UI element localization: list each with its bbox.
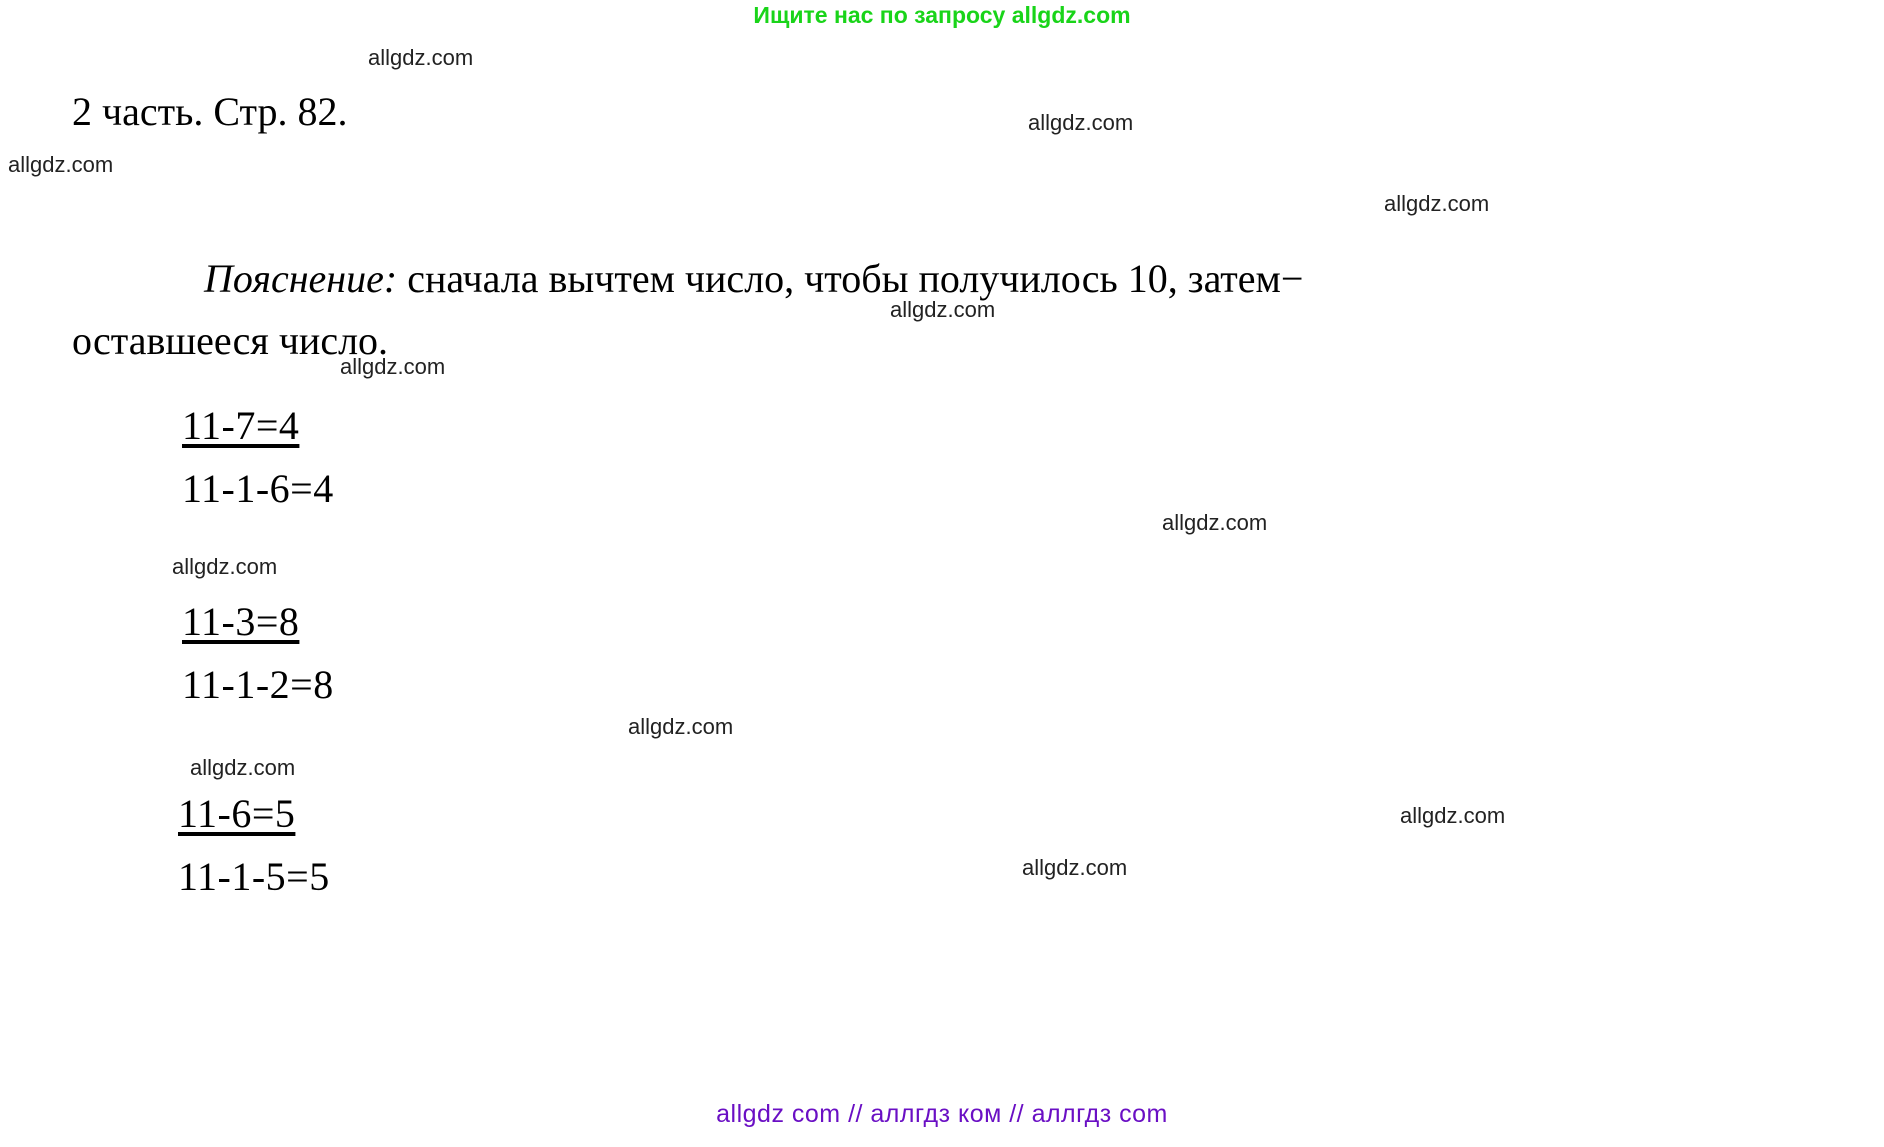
watermark: allgdz.com [340,354,446,379]
watermark: allgdz.com [1028,110,1134,135]
watermark: allgdz.com [8,152,114,177]
top-banner: Ищите нас по запросу allgdz.com [753,2,1131,28]
watermark: allgdz.com [1162,510,1268,535]
equation-bottom-2: 11-1-2=8 [182,662,334,707]
watermark: allgdz.com [890,297,996,322]
equation-top-2: 11-3=8 [182,599,300,644]
watermark: allgdz.com [1384,191,1490,216]
page-title: 2 часть. Стр. 82. [72,89,348,134]
footer-links[interactable]: allgdz com // аллгдз ком // аллгдз com [716,1100,1168,1128]
watermark: allgdz.com [1022,855,1128,880]
explanation-block [72,248,1812,372]
watermark: allgdz.com [368,45,474,70]
watermark: allgdz.com [628,714,734,739]
explanation-label: Пояснение: [204,256,398,301]
watermark: allgdz.com [190,755,296,780]
equation-top-1: 11-7=4 [182,403,300,448]
watermark: allgdz.com [1400,803,1506,828]
equation-bottom-1: 11-1-6=4 [182,466,334,511]
watermark: allgdz.com [172,554,278,579]
explanation-text-line2: оставшееся число. [72,318,389,363]
equation-bottom-3: 11-1-5=5 [178,854,330,899]
explanation-text: сначала вычтем число, чтобы получилось 10, затем− [407,256,1304,301]
equation-top-3: 11-6=5 [178,791,296,836]
